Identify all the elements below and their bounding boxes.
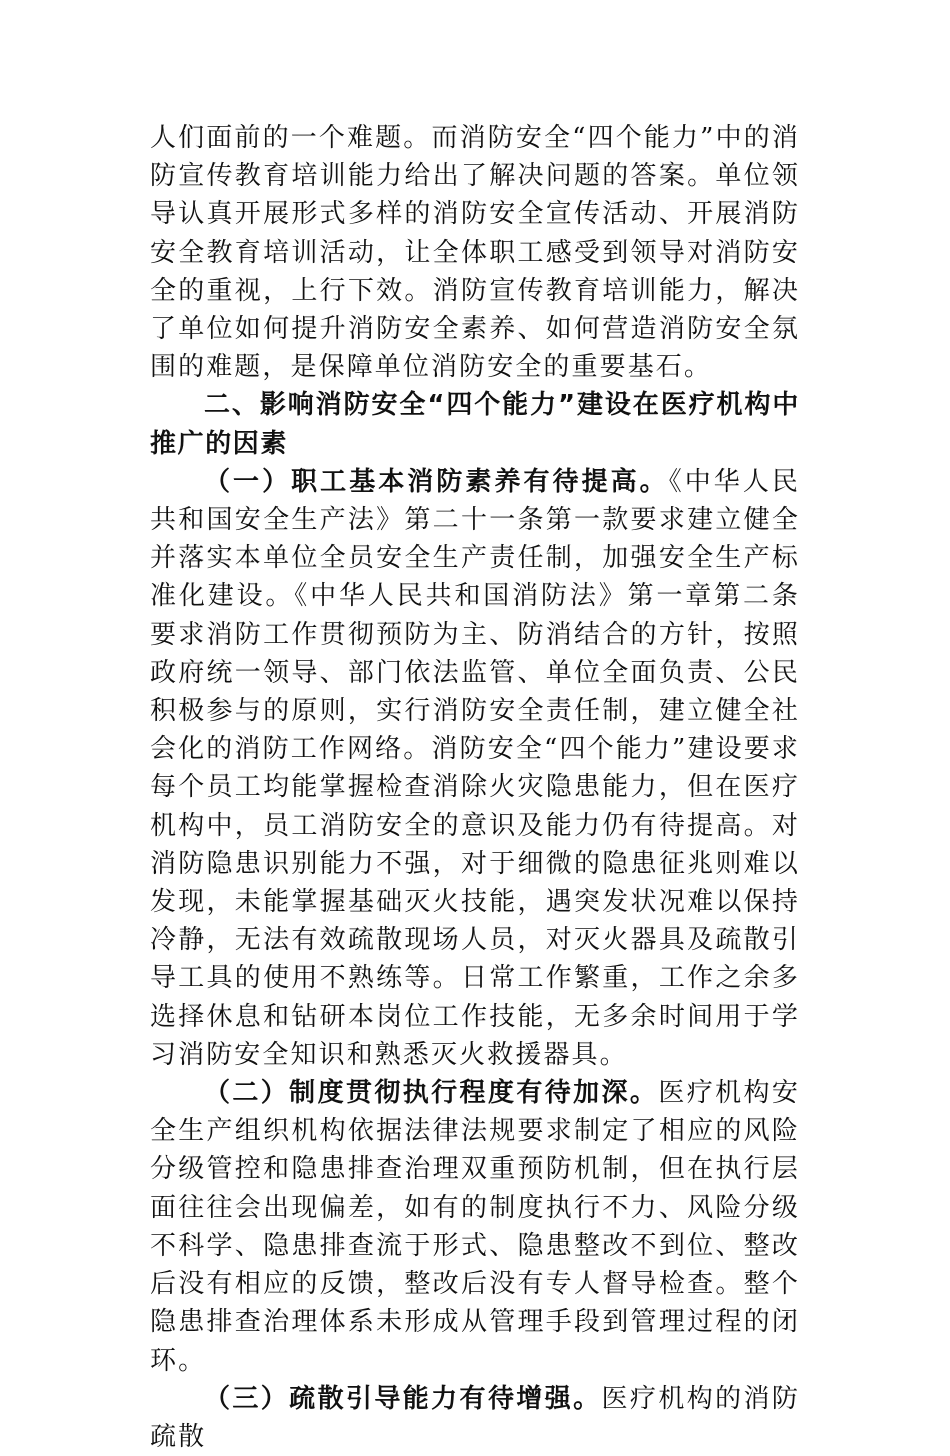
subsection-title: （二）制度贯彻执行程度有待加深。: [204, 1078, 659, 1109]
paragraph-text: 《中华人民共和国安全生产法》第二十一条第一款要求建立健全并落实本单位全员安全生产责任制，加强安全生产标准化建设。《中华人民共和国消防法》第一章第二条要求消防工作贯彻预防为主、防消结合的方针，按照政府统一领导、部门依法监管、单位全面负责、公民积极参与的原则，实行消防安全责任制，建立健全社会化的消防工作网络。消防安全“四个能力”建设要求每个员工均能掌握检查消除火灾隐患能力，但在医疗机构中，员工消防安全的意识及能力仍有待提高。对消防隐患识别能力不强，对于细微的隐患征兆则难以发现，未能掌握基础灭火技能，遇突发状况难以保持冷静，无法有效疏散现场人员，对灭火器具及疏散引导工具的使用不熟练等。日常工作繁重，工作之余多选择休息和钻研本岗位工作技能，无多余时间用于学习消防安全知识和熟悉灭火救援器具。: [150, 466, 800, 1070]
section-heading: [150, 386, 800, 462]
section-heading-text: 二、影响消防安全“四个能力”建设在医疗机构中推广的因素: [150, 390, 800, 459]
paragraph-item-1: [150, 463, 800, 1074]
subsection-title: （一）职工基本消防素养有待提高。: [204, 466, 669, 497]
paragraph-item-2: [150, 1074, 800, 1380]
paragraph-text: 医疗机构安全生产组织机构依据法律法规要求制定了相应的风险分级管控和隐患排查治理双重预防机制，但在执行层面往往会出现偏差，如有的制度执行不力、风险分级不科学、隐患排查流于形式、隐患整改不到位、整改后没有相应的反馈，整改后没有专人督导检查。整个隐患排查治理体系未形成从管理手段到管理过程的闭环。: [150, 1078, 800, 1376]
paragraph-text: 医疗机构的消防疏散: [150, 1383, 800, 1452]
paragraph-text: 人们面前的一个难题。而消防安全“四个能力”中的消防宣传教育培训能力给出了解决问题的答案。单位领导认真开展形式多样的消防安全宣传活动、开展消防安全教育培训活动，让全体职工感受到领导对消防安全的重视，上行下效。消防宣传教育培训能力，解决了单位如何提升消防安全素养、如何营造消防安全氛围的难题，是保障单位消防安全的重要基石。: [150, 123, 800, 383]
document-page: [150, 119, 800, 1456]
subsection-title: （三）疏散引导能力有待增强。: [204, 1383, 602, 1414]
paragraph-continuation: [150, 119, 800, 386]
paragraph-item-3: [150, 1380, 800, 1456]
